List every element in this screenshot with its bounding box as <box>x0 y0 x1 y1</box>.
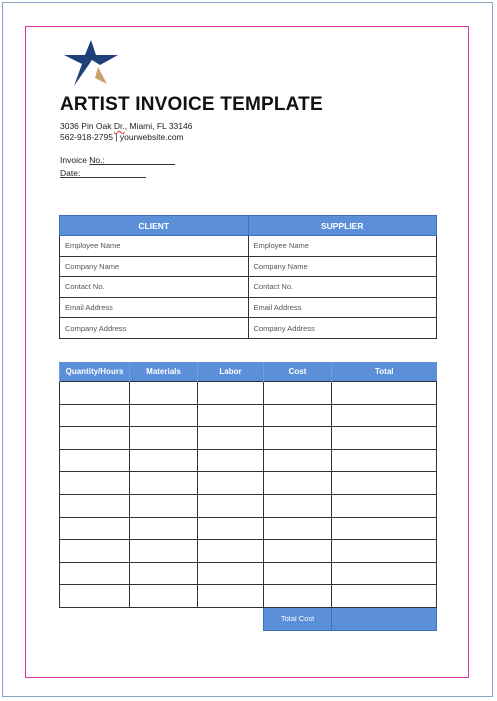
quantity-cell[interactable] <box>60 449 130 472</box>
table-row <box>60 562 437 585</box>
quantity-hours-header: Quantity/Hours <box>60 362 130 382</box>
date-field[interactable]: Date: <box>60 168 146 178</box>
cost-cell[interactable] <box>264 427 332 450</box>
table-row <box>60 297 437 318</box>
total-cell[interactable] <box>332 382 437 405</box>
blank-cell <box>198 607 264 630</box>
total-cell[interactable] <box>332 472 437 495</box>
supplier-email-address[interactable]: Email Address <box>248 297 437 318</box>
table-row <box>60 585 437 608</box>
total-cell[interactable] <box>332 494 437 517</box>
blank-cell <box>130 607 198 630</box>
contact-line: 562-918-2795 | yourwebsite.com <box>60 132 184 142</box>
materials-cell[interactable] <box>130 494 198 517</box>
item-rows <box>60 382 437 608</box>
total-cell[interactable] <box>332 540 437 563</box>
table-row <box>60 256 437 277</box>
quantity-cell[interactable] <box>60 382 130 405</box>
client-supplier-table <box>59 215 437 339</box>
client-header: CLIENT <box>60 216 249 236</box>
cost-cell[interactable] <box>264 494 332 517</box>
document-title: ARTIST INVOICE TEMPLATE <box>60 94 323 115</box>
client-company-name[interactable]: Company Name <box>60 256 249 277</box>
materials-header: Materials <box>130 362 198 382</box>
labor-cell[interactable] <box>198 404 264 427</box>
total-cell[interactable] <box>332 449 437 472</box>
materials-cell[interactable] <box>130 562 198 585</box>
labor-cell[interactable] <box>198 494 264 517</box>
cost-cell[interactable] <box>264 517 332 540</box>
cost-cell[interactable] <box>264 449 332 472</box>
invoice-number-field[interactable]: Invoice No.: <box>60 155 175 165</box>
labor-cell[interactable] <box>198 517 264 540</box>
address-street-abbrev: Dr. <box>113 121 125 131</box>
materials-cell[interactable] <box>130 449 198 472</box>
labor-cell[interactable] <box>198 562 264 585</box>
quantity-cell[interactable] <box>60 517 130 540</box>
blank-cell <box>60 607 130 630</box>
table-row <box>60 427 437 450</box>
table-row <box>60 404 437 427</box>
quantity-cell[interactable] <box>60 404 130 427</box>
client-employee-name[interactable]: Employee Name <box>60 236 249 257</box>
supplier-header: SUPPLIER <box>248 216 437 236</box>
client-contact-no[interactable]: Contact No. <box>60 277 249 298</box>
table-row <box>60 540 437 563</box>
cost-cell[interactable] <box>264 404 332 427</box>
materials-cell[interactable] <box>130 585 198 608</box>
total-cell[interactable] <box>332 562 437 585</box>
items-table <box>59 362 437 631</box>
labor-cell[interactable] <box>198 427 264 450</box>
quantity-cell[interactable] <box>60 494 130 517</box>
address-line: 3036 Pin Oak Dr., Miami, FL 33146 <box>60 121 193 131</box>
star-logo-icon <box>62 38 120 88</box>
cost-header: Cost <box>264 362 332 382</box>
materials-cell[interactable] <box>130 540 198 563</box>
labor-cell[interactable] <box>198 472 264 495</box>
client-email-address[interactable]: Email Address <box>60 297 249 318</box>
labor-cell[interactable] <box>198 540 264 563</box>
quantity-cell[interactable] <box>60 562 130 585</box>
materials-cell[interactable] <box>130 472 198 495</box>
star-logo-swoosh <box>74 60 92 86</box>
table-row <box>60 517 437 540</box>
address-block <box>60 121 192 143</box>
cost-cell[interactable] <box>264 562 332 585</box>
table-row <box>60 494 437 517</box>
labor-header: Labor <box>198 362 264 382</box>
supplier-company-address[interactable]: Company Address <box>248 318 437 339</box>
supplier-company-name[interactable]: Company Name <box>248 256 437 277</box>
cost-cell[interactable] <box>264 472 332 495</box>
table-row <box>60 236 437 257</box>
labor-cell[interactable] <box>198 382 264 405</box>
supplier-contact-no[interactable]: Contact No. <box>248 277 437 298</box>
quantity-cell[interactable] <box>60 472 130 495</box>
quantity-cell[interactable] <box>60 427 130 450</box>
total-cell[interactable] <box>332 517 437 540</box>
labor-cell[interactable] <box>198 449 264 472</box>
labor-cell[interactable] <box>198 585 264 608</box>
total-cell[interactable] <box>332 427 437 450</box>
total-cost-label: Total Cost <box>264 607 332 630</box>
total-header: Total <box>332 362 437 382</box>
materials-cell[interactable] <box>130 427 198 450</box>
materials-cell[interactable] <box>130 404 198 427</box>
table-row <box>60 318 437 339</box>
cost-cell[interactable] <box>264 585 332 608</box>
star-logo-gold <box>95 67 107 84</box>
materials-cell[interactable] <box>130 517 198 540</box>
table-row <box>60 449 437 472</box>
total-cell[interactable] <box>332 585 437 608</box>
cost-cell[interactable] <box>264 382 332 405</box>
materials-cell[interactable] <box>130 382 198 405</box>
client-company-address[interactable]: Company Address <box>60 318 249 339</box>
table-row <box>60 382 437 405</box>
supplier-employee-name[interactable]: Employee Name <box>248 236 437 257</box>
quantity-cell[interactable] <box>60 540 130 563</box>
table-row <box>60 472 437 495</box>
table-row <box>60 277 437 298</box>
cost-cell[interactable] <box>264 540 332 563</box>
quantity-cell[interactable] <box>60 585 130 608</box>
total-cost-value[interactable] <box>332 607 437 630</box>
total-cell[interactable] <box>332 404 437 427</box>
total-cost-row <box>60 607 437 630</box>
